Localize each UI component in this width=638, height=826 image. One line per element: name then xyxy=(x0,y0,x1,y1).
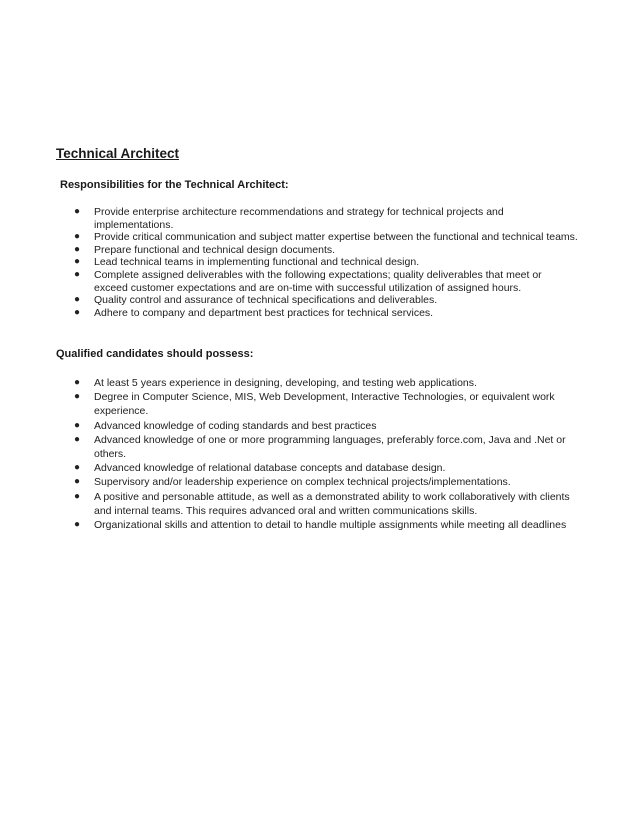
bullet-icon: ● xyxy=(74,377,81,388)
list-item xyxy=(0,231,638,244)
bullet-icon: ● xyxy=(74,391,81,403)
bullet-icon: ● xyxy=(74,433,81,445)
list-item xyxy=(0,433,638,461)
bullet-icon: ● xyxy=(74,476,81,488)
bullet-icon: ● xyxy=(74,243,81,255)
list-item xyxy=(0,307,638,320)
list-item-text: Degree in Computer Science, MIS, Web Development, Interactive Technologies, or equivalent work experience. xyxy=(94,391,555,418)
list-item-text: Adhere to company and department best practices for technical services. xyxy=(94,306,434,319)
list-item-text: Complete assigned deliverables with the following expectations; quality deliverables that meet or exceed customer expectations and are on-time with successful utilization of assigned hours. xyxy=(94,268,542,294)
qualifications-list xyxy=(0,376,638,532)
list-item xyxy=(0,206,638,231)
qualifications-heading: Qualified candidates should possess: xyxy=(56,348,254,360)
list-item xyxy=(0,390,638,418)
list-item-text: Prepare functional and technical design documents. xyxy=(94,243,336,256)
list-item-text: Quality control and assurance of technical specifications and deliverables. xyxy=(94,294,438,307)
list-item xyxy=(0,518,638,532)
responsibilities-list xyxy=(0,206,638,319)
bullet-icon: ● xyxy=(74,268,81,280)
list-item xyxy=(0,294,638,307)
list-item-text: Lead technical teams in implementing functional and technical design. xyxy=(94,256,420,269)
bullet-icon: ● xyxy=(74,462,81,474)
bullet-icon: ● xyxy=(74,306,81,318)
responsibilities-heading: Responsibilities for the Technical Architect: xyxy=(60,179,289,191)
list-item xyxy=(0,490,638,518)
list-item-text: A positive and personable attitude, as well as a demonstrated ability to work collaboratively with clients and internal teams. This requires advanced oral and written communications skills. xyxy=(94,490,570,517)
list-item-text: Advanced knowledge of relational database concepts and database design. xyxy=(94,462,446,475)
list-item-text: Advanced knowledge of coding standards and best practices xyxy=(94,419,377,432)
list-item xyxy=(0,244,638,257)
bullet-icon: ● xyxy=(74,294,81,306)
list-item-text: At least 5 years experience in designing, developing, and testing web applications. xyxy=(94,377,477,389)
list-item-text: Provide enterprise architecture recommendations and strategy for technical projects and implementations. xyxy=(94,206,504,231)
bullet-icon: ● xyxy=(74,490,81,502)
bullet-icon: ● xyxy=(74,231,81,243)
list-item xyxy=(0,269,638,294)
bullet-icon: ● xyxy=(74,206,81,217)
list-item-text: Provide critical communication and subject matter expertise between the functional and technical teams. xyxy=(94,231,578,244)
list-item-text: Organizational skills and attention to detail to handle multiple assignments while meeting all deadlines xyxy=(94,519,567,532)
list-item xyxy=(0,419,638,433)
list-item xyxy=(0,475,638,489)
list-item-text: Supervisory and/or leadership experience on complex technical projects/implementations. xyxy=(94,476,511,489)
bullet-icon: ● xyxy=(74,256,81,268)
list-item xyxy=(0,376,638,390)
list-item xyxy=(0,461,638,475)
list-item-text: Advanced knowledge of one or more programming languages, preferably force.com, Java and .Net or others. xyxy=(94,433,566,461)
bullet-icon: ● xyxy=(74,519,81,531)
list-item xyxy=(0,256,638,269)
bullet-icon: ● xyxy=(74,419,81,431)
document-title: Technical Architect xyxy=(56,146,180,161)
